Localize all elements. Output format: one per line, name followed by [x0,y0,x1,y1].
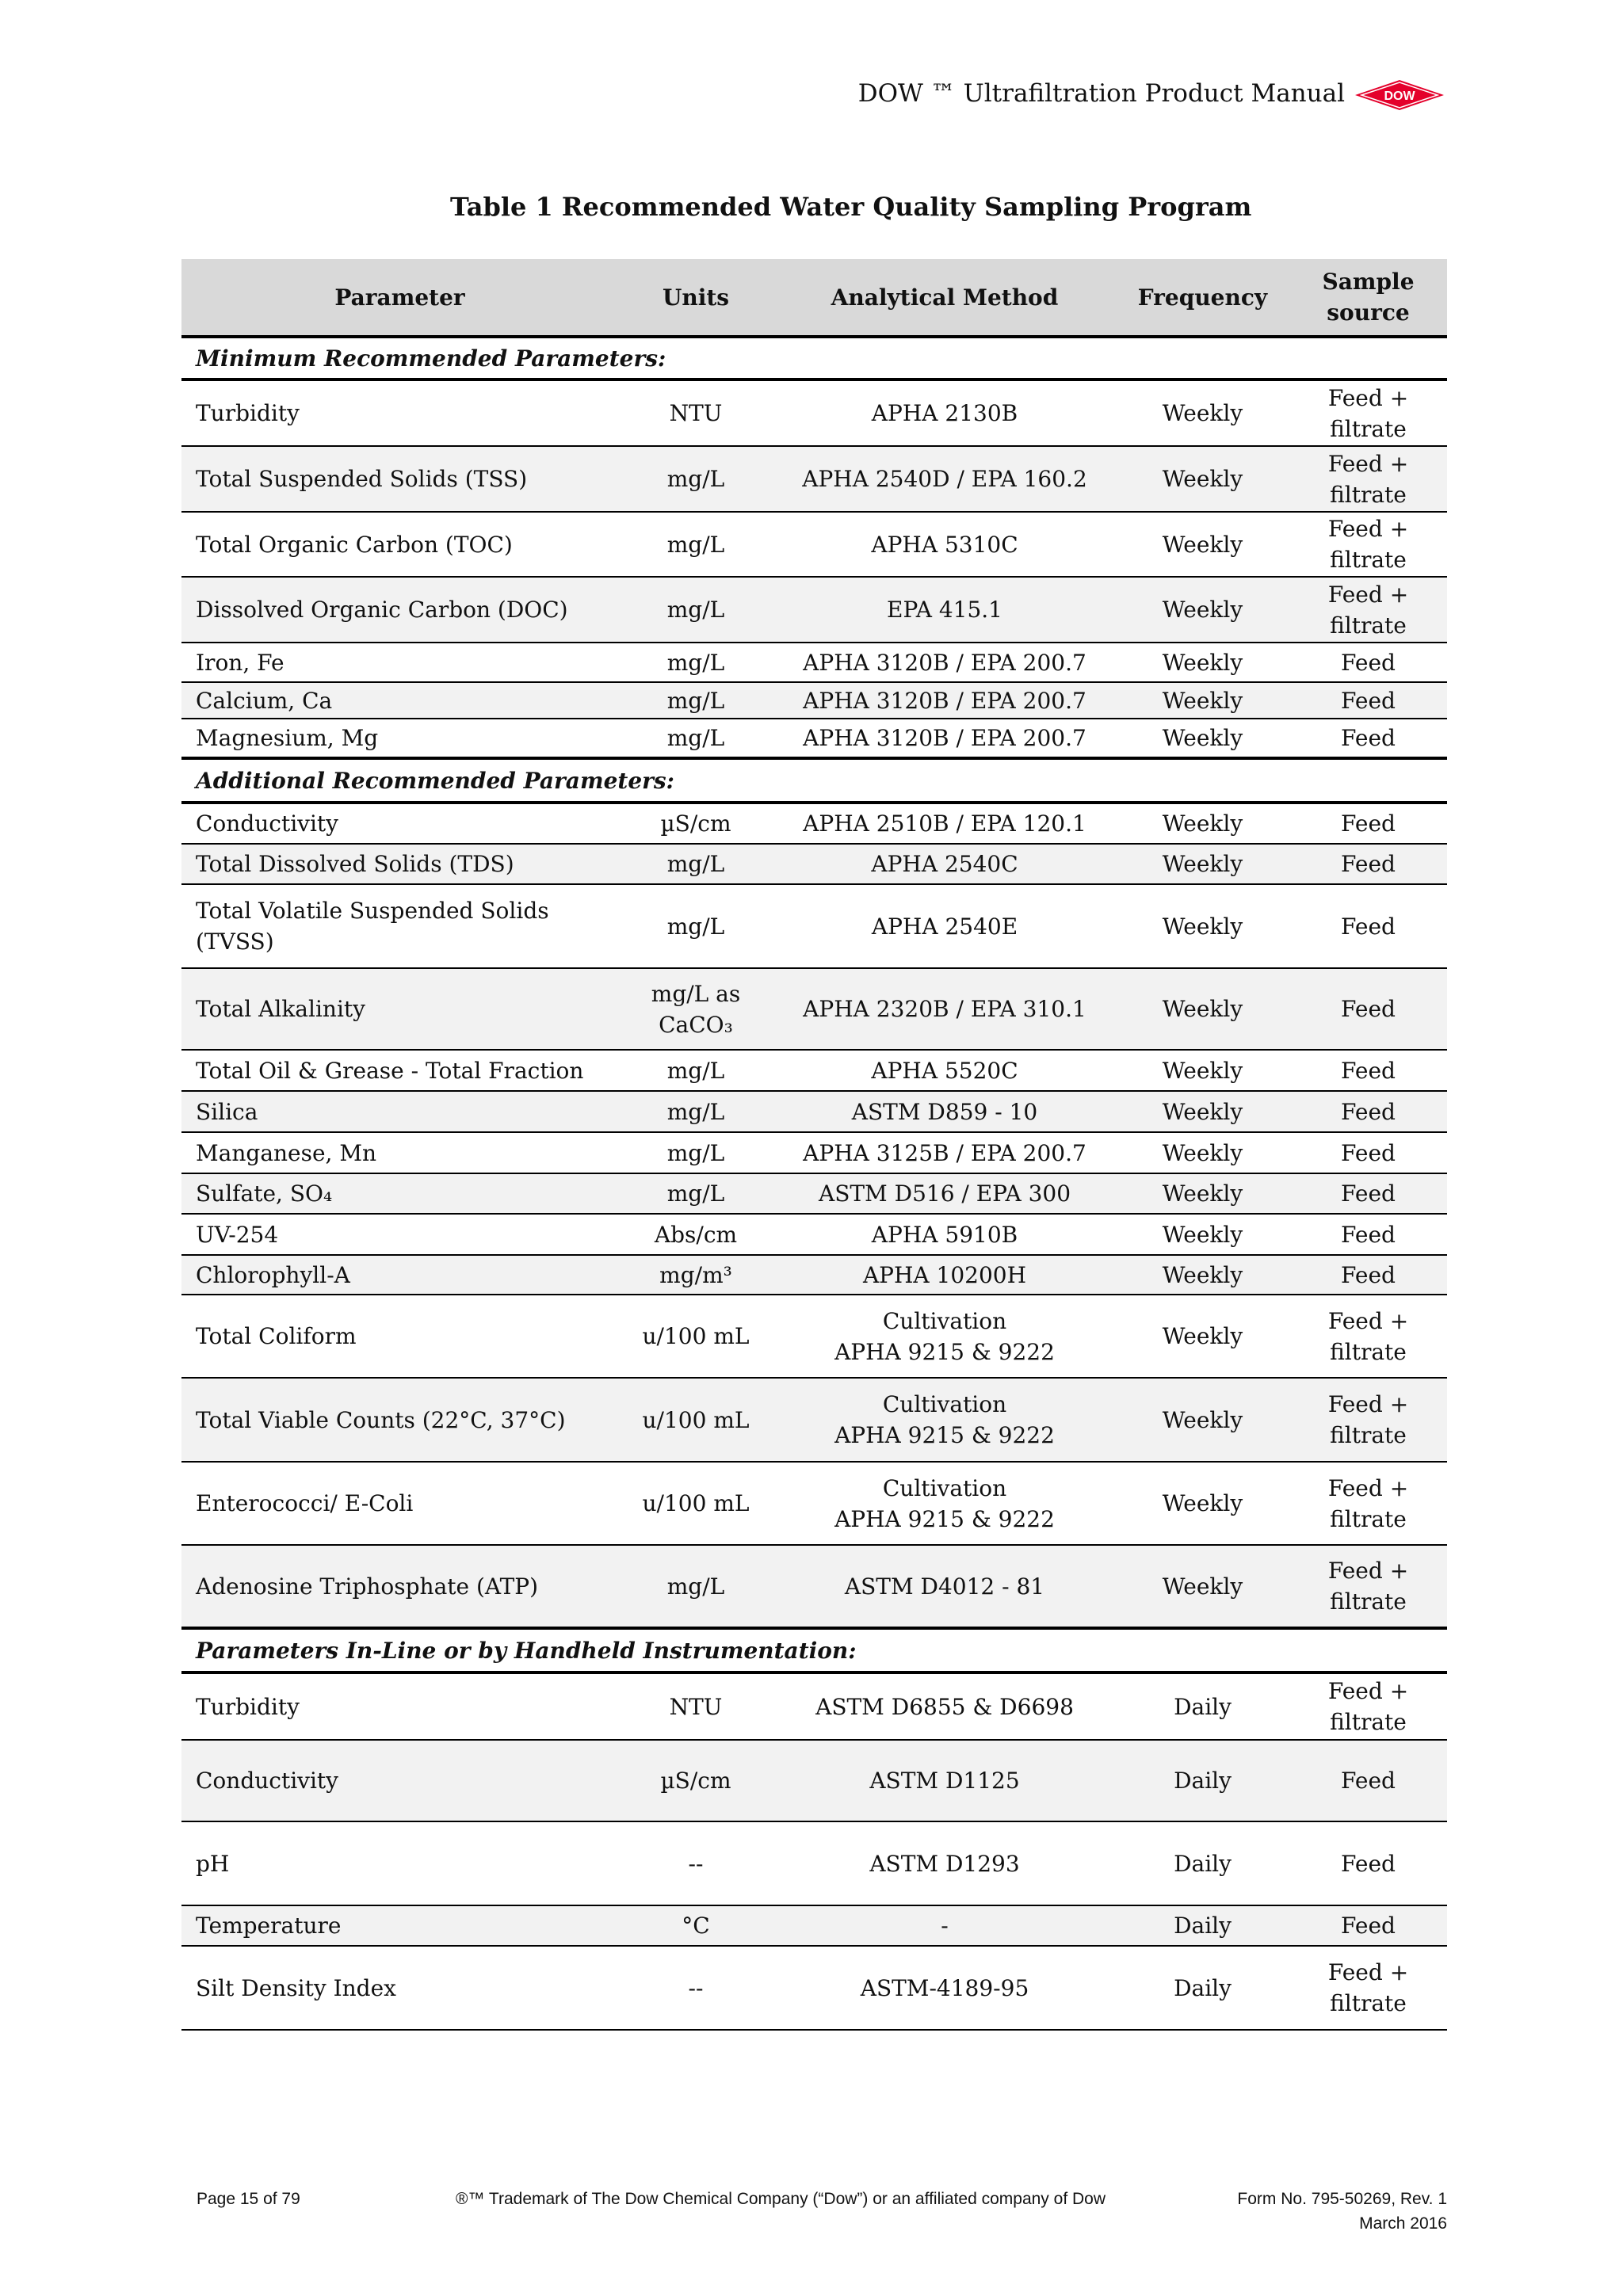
frequency-cell: Weekly [1116,1173,1289,1214]
method-cell: Cultivation APHA 9215 & 9222 [773,1295,1116,1378]
sample-source-cell: Feed [1289,1214,1447,1255]
method-cell: APHA 2320B / EPA 310.1 [773,968,1116,1050]
parameter-cell: Total Suspended Solids (TSS) [181,446,618,512]
frequency-cell: Weekly [1116,844,1289,884]
frequency-cell: Weekly [1116,1462,1289,1545]
method-cell: ASTM D1293 [773,1821,1116,1905]
sample-source-cell: Feed [1289,1740,1447,1821]
units-cell: NTU [618,379,773,446]
units-cell: °C [618,1905,773,1946]
section-title: Minimum Recommended Parameters: [181,337,1447,379]
table-row [181,1214,1447,1255]
parameter-cell: UV-254 [181,1214,618,1255]
sample-source-cell: Feed + filtrate [1289,512,1447,577]
sample-source-cell: Feed [1289,643,1447,682]
frequency-cell: Weekly [1116,577,1289,643]
column-header-parameter: Parameter [181,259,618,337]
parameter-cell: Chlorophyll-A [181,1255,618,1295]
table-row [181,1740,1447,1821]
sample-source-cell: Feed [1289,1905,1447,1946]
parameter-cell: Conductivity [181,1740,618,1821]
parameter-cell: Enterococci/ E-Coli [181,1462,618,1545]
units-cell: NTU [618,1672,773,1740]
method-cell: EPA 415.1 [773,577,1116,643]
units-cell: mg/L [618,1132,773,1173]
units-cell: Abs/cm [618,1214,773,1255]
frequency-cell: Weekly [1116,884,1289,968]
frequency-cell: Weekly [1116,446,1289,512]
parameter-cell: Magnesium, Mg [181,719,618,758]
sample-source-cell: Feed [1289,968,1447,1050]
sample-source-cell: Feed [1289,844,1447,884]
method-cell: APHA 2540D / EPA 160.2 [773,446,1116,512]
frequency-cell: Daily [1116,1740,1289,1821]
units-cell: u/100 mL [618,1462,773,1545]
table-row [181,1173,1447,1214]
frequency-cell: Weekly [1116,512,1289,577]
units-cell: -- [618,1821,773,1905]
method-cell: APHA 5520C [773,1050,1116,1091]
sample-source-cell: Feed + filtrate [1289,1545,1447,1628]
sample-source-cell: Feed [1289,1050,1447,1091]
units-cell: mg/L as CaCO₃ [618,968,773,1050]
section-title: Additional Recommended Parameters: [181,758,1447,803]
dow-diamond-logo [1355,80,1444,110]
parameter-cell: Total Oil & Grease - Total Fraction [181,1050,618,1091]
table-row [181,446,1447,512]
parameter-cell: Manganese, Mn [181,1132,618,1173]
frequency-cell: Weekly [1116,1545,1289,1628]
method-cell: APHA 2510B / EPA 120.1 [773,803,1116,844]
table-header [181,259,1447,337]
table-row [181,1672,1447,1740]
units-cell: mg/L [618,577,773,643]
method-cell: APHA 3120B / EPA 200.7 [773,719,1116,758]
units-cell: -- [618,1946,773,2030]
parameter-cell: Temperature [181,1905,618,1946]
units-cell: mg/L [618,446,773,512]
method-cell: ASTM D4012 - 81 [773,1545,1116,1628]
section-header-row [181,337,1447,379]
frequency-cell: Weekly [1116,682,1289,719]
column-header-units: Units [618,259,773,337]
method-cell: ASTM D6855 & D6698 [773,1672,1116,1740]
parameter-cell: Total Coliform [181,1295,618,1378]
sampling-program-table [181,259,1447,2031]
sample-source-cell: Feed [1289,682,1447,719]
table-row [181,968,1447,1050]
frequency-cell: Daily [1116,1946,1289,2030]
table-row [181,1545,1447,1628]
units-cell: µS/cm [618,803,773,844]
parameter-cell: Sulfate, SO₄ [181,1173,618,1214]
units-cell: u/100 mL [618,1378,773,1462]
table-row [181,1462,1447,1545]
units-cell: mg/L [618,844,773,884]
table-row [181,1132,1447,1173]
frequency-cell: Weekly [1116,1255,1289,1295]
method-cell: ASTM D1125 [773,1740,1116,1821]
frequency-cell: Weekly [1116,1132,1289,1173]
table-body [181,337,1447,2030]
sample-source-cell: Feed [1289,719,1447,758]
manual-title: DOW ™ Ultrafiltration Product Manual [857,79,1345,108]
column-header-sample-source: Sample source [1289,259,1447,337]
table-row [181,884,1447,968]
units-cell: mg/L [618,1173,773,1214]
method-cell: APHA 3120B / EPA 200.7 [773,643,1116,682]
frequency-cell: Daily [1116,1672,1289,1740]
sample-source-cell: Feed [1289,1255,1447,1295]
parameter-cell: Turbidity [181,1672,618,1740]
header-row [181,259,1447,337]
method-cell: - [773,1905,1116,1946]
method-cell: APHA 10200H [773,1255,1116,1295]
parameter-cell: Total Alkalinity [181,968,618,1050]
parameter-cell: Iron, Fe [181,643,618,682]
table-title: Table 1 Recommended Water Quality Sampling Program [450,192,1252,222]
units-cell: mg/m³ [618,1255,773,1295]
sample-source-cell: Feed [1289,1091,1447,1132]
method-cell: Cultivation APHA 9215 & 9222 [773,1462,1116,1545]
section-title: Parameters In-Line or by Handheld Instrumentation: [181,1628,1447,1672]
frequency-cell: Weekly [1116,1378,1289,1462]
table-row [181,379,1447,446]
section-header-row [181,758,1447,803]
units-cell: u/100 mL [618,1295,773,1378]
method-cell: APHA 2540C [773,844,1116,884]
table-row [181,1091,1447,1132]
parameter-cell: pH [181,1821,618,1905]
frequency-cell: Daily [1116,1905,1289,1946]
sample-source-cell: Feed + filtrate [1289,1295,1447,1378]
method-cell: APHA 2540E [773,884,1116,968]
section-header-row [181,1628,1447,1672]
footer-form-number: Form No. 795-50269, Rev. 1 [1237,2190,1447,2208]
parameter-cell: Conductivity [181,803,618,844]
parameter-cell: Turbidity [181,379,618,446]
units-cell: µS/cm [618,1740,773,1821]
frequency-cell: Weekly [1116,968,1289,1050]
method-cell: APHA 5310C [773,512,1116,577]
sample-source-cell: Feed + filtrate [1289,379,1447,446]
parameter-cell: Calcium, Ca [181,682,618,719]
method-cell: APHA 5910B [773,1214,1116,1255]
parameter-cell: Adenosine Triphosphate (ATP) [181,1545,618,1628]
frequency-cell: Weekly [1116,1091,1289,1132]
table-row [181,1821,1447,1905]
table-row [181,803,1447,844]
frequency-cell: Daily [1116,1821,1289,1905]
frequency-cell: Weekly [1116,379,1289,446]
parameter-cell: Total Volatile Suspended Solids (TVSS) [181,884,618,968]
logo-text: DOW [1384,90,1415,103]
table-row [181,1255,1447,1295]
table-row [181,719,1447,758]
sample-source-cell: Feed + filtrate [1289,446,1447,512]
table-row [181,1295,1447,1378]
sample-source-cell: Feed [1289,1173,1447,1214]
units-cell: mg/L [618,1545,773,1628]
frequency-cell: Weekly [1116,803,1289,844]
units-cell: mg/L [618,719,773,758]
method-cell: APHA 3120B / EPA 200.7 [773,682,1116,719]
column-header-frequency: Frequency [1116,259,1289,337]
units-cell: mg/L [618,884,773,968]
table-row [181,1946,1447,2030]
frequency-cell: Weekly [1116,1214,1289,1255]
table-row [181,1378,1447,1462]
method-cell: APHA 3125B / EPA 200.7 [773,1132,1116,1173]
method-cell: ASTM D859 - 10 [773,1091,1116,1132]
sample-source-cell: Feed + filtrate [1289,577,1447,643]
column-header-analytical-method: Analytical Method [773,259,1116,337]
units-cell: mg/L [618,1050,773,1091]
method-cell: Cultivation APHA 9215 & 9222 [773,1378,1116,1462]
sample-source-cell: Feed [1289,803,1447,844]
sample-source-cell: Feed + filtrate [1289,1946,1447,2030]
table-row [181,1050,1447,1091]
frequency-cell: Weekly [1116,719,1289,758]
method-cell: APHA 2130B [773,379,1116,446]
units-cell: mg/L [618,643,773,682]
parameter-cell: Total Organic Carbon (TOC) [181,512,618,577]
method-cell: ASTM D516 / EPA 300 [773,1173,1116,1214]
sample-source-cell: Feed [1289,1821,1447,1905]
units-cell: mg/L [618,682,773,719]
sample-source-cell: Feed + filtrate [1289,1672,1447,1740]
parameter-cell: Silica [181,1091,618,1132]
sample-source-cell: Feed [1289,884,1447,968]
units-cell: mg/L [618,512,773,577]
table-row [181,1905,1447,1946]
sample-source-cell: Feed + filtrate [1289,1378,1447,1462]
sample-source-cell: Feed + filtrate [1289,1462,1447,1545]
footer-date: March 2016 [1359,2214,1447,2233]
frequency-cell: Weekly [1116,1295,1289,1378]
footer-page-number: Page 15 of 79 [197,2190,300,2208]
method-cell: ASTM-4189-95 [773,1946,1116,2030]
frequency-cell: Weekly [1116,643,1289,682]
parameter-cell: Dissolved Organic Carbon (DOC) [181,577,618,643]
frequency-cell: Weekly [1116,1050,1289,1091]
units-cell: mg/L [618,1091,773,1132]
table-row [181,512,1447,577]
footer-trademark: ®™ Trademark of The Dow Chemical Company (“Dow”) or an affiliated company of Dow [456,2190,1106,2208]
parameter-cell: Total Viable Counts (22°C, 37°C) [181,1378,618,1462]
parameter-cell: Total Dissolved Solids (TDS) [181,844,618,884]
sample-source-cell: Feed [1289,1132,1447,1173]
table-row [181,844,1447,884]
parameter-cell: Silt Density Index [181,1946,618,2030]
table-row [181,577,1447,643]
table-row [181,643,1447,682]
table-row [181,682,1447,719]
